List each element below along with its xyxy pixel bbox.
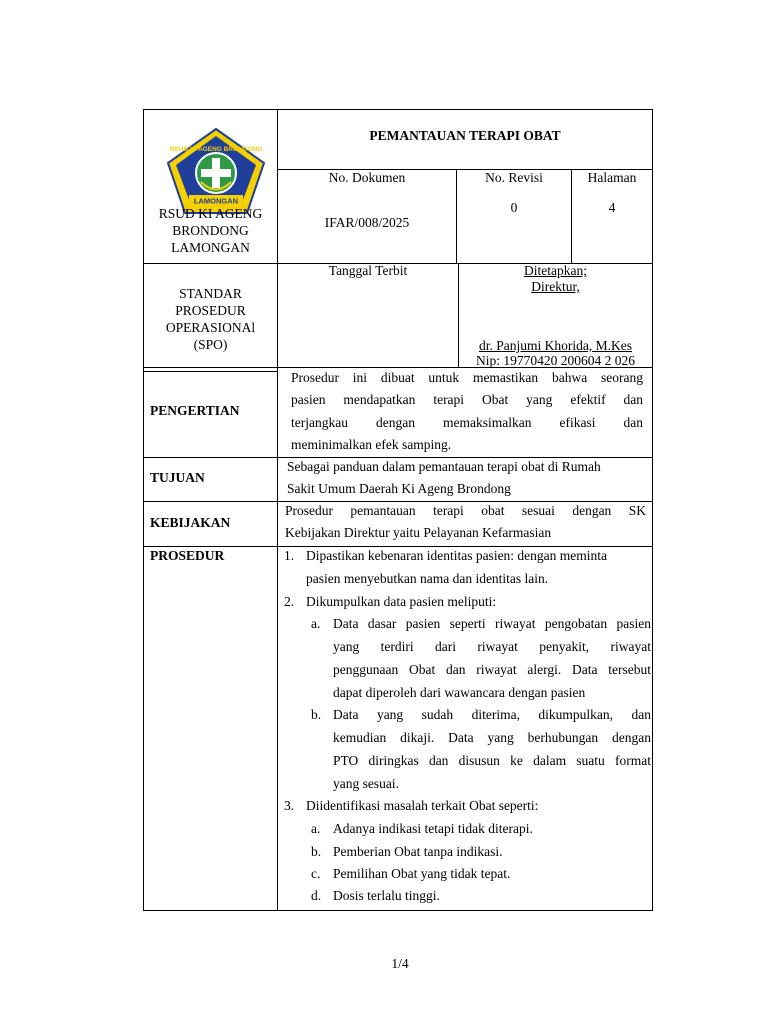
prosedur-2b-line-2: kemudian dikaji. Data yang berhubungan dengan <box>333 730 651 745</box>
prosedur-sub-3a: a. <box>311 821 321 836</box>
pengertian-label: PENGERTIAN <box>150 403 240 418</box>
ditetapkan-label: Ditetapkan; <box>524 263 587 278</box>
logo-bottom-text: LAMONGAN <box>193 196 239 206</box>
prosedur-3-line-1: Diidentifikasi masalah terkait Obat seperti: <box>306 798 539 813</box>
prosedur-3d-line-1: Dosis terlalu tinggi. <box>333 888 440 903</box>
tujuan-line-2: Sakit Umum Daerah Ki Ageng Brondong <box>287 481 511 496</box>
row-divider-2b <box>143 371 278 372</box>
spo-label <box>144 285 277 353</box>
no-revisi-value: 0 <box>510 200 518 215</box>
hospital-name-line-2: BRONDONG <box>172 223 249 238</box>
tujuan-line-1: Sebagai panduan dalam pemantauan terapi obat di Rumah <box>287 459 601 474</box>
hospital-logo <box>165 127 267 217</box>
pengertian-line-4: meminimalkan efek samping. <box>291 437 452 452</box>
prosedur-sub-2a: a. <box>311 616 321 631</box>
table-border-bottom <box>143 910 653 911</box>
prosedur-label: PROSEDUR <box>150 548 225 563</box>
tujuan-label: TUJUAN <box>150 470 205 485</box>
prosedur-3a-line-1: Adanya indikasi tetapi tidak diterapi. <box>333 821 533 836</box>
document-title: PEMANTAUAN TERAPI OBAT <box>369 128 561 143</box>
spo-line-3: OPERASIONAl <box>165 320 256 335</box>
prosedur-2b-line-3: PTO diringkas dan disusun ke dalam suatu format <box>333 753 651 768</box>
no-revisi-label: No. Revisi <box>485 170 543 185</box>
spo-line-4: (SPO) <box>193 337 228 352</box>
table-border-top <box>143 109 653 110</box>
hospital-name-line-3: LAMONGAN <box>171 240 250 255</box>
prosedur-num-2: 2. <box>284 594 295 609</box>
prosedur-2a-line-3: penggunaan Obat dan riwayat alergi. Data tersebut <box>333 662 651 677</box>
logo-top-text: RSUD KI AGENG BRONDONG <box>169 146 263 153</box>
hospital-name <box>144 205 277 256</box>
no-dokumen-label: No. Dokumen <box>328 170 406 185</box>
direktur-label: Direktur, <box>531 279 580 294</box>
prosedur-1-line-1: Dipastikan kebenaran identitas pasien: dengan meminta <box>306 548 608 563</box>
halaman-label: Halaman <box>587 170 637 185</box>
prosedur-sub-3b: b. <box>311 844 322 859</box>
prosedur-2b-line-1: Data yang sudah diterima, dikumpulkan, dan <box>333 707 651 722</box>
hospital-name-line-1: RSUD KI AGENG <box>158 206 263 221</box>
halaman-value: 4 <box>608 200 616 215</box>
pengertian-line-3: terjangkau dengan memaksimalkan efikasi dan <box>291 415 643 430</box>
page-indicator: 1/4 <box>391 956 409 971</box>
kebijakan-line-1: Prosedur pemantauan terapi obat sesuai dengan SK <box>285 503 646 518</box>
no-dokumen-value: IFAR/008/2025 <box>324 215 410 230</box>
row-divider-3 <box>143 457 653 458</box>
kebijakan-label: KEBIJAKAN <box>150 515 231 530</box>
prosedur-2b-line-4: yang sesuai. <box>333 776 399 791</box>
pengertian-line-2: pasien mendapatkan terapi Obat yang efektif dan <box>291 392 643 407</box>
tanggal-terbit-label: Tanggal Terbit <box>328 263 408 278</box>
spo-line-2: PROSEDUR <box>175 303 246 318</box>
prosedur-num-3: 3. <box>284 798 295 813</box>
prosedur-2a-line-1: Data dasar pasien seperti riwayat pengobatan pasien <box>333 616 651 631</box>
hospital-logo-icon <box>165 127 267 217</box>
prosedur-2a-line-4: dapat diperoleh dari wawancara dengan pasien <box>333 685 586 700</box>
row-divider-4 <box>143 501 653 502</box>
director-nip: Nip: 19770420 200604 2 026 <box>475 353 635 368</box>
prosedur-1-line-2: pasien menyebutkan nama dan identitas lain. <box>306 571 549 586</box>
prosedur-sub-2b: b. <box>311 707 322 722</box>
kebijakan-line-2: Kebijakan Direktur yaitu Pelayanan Kefarmasian <box>285 525 552 540</box>
prosedur-3b-line-1: Pemberian Obat tanpa indikasi. <box>333 844 503 859</box>
director-name: dr. Panjumi Khorida, M.Kes <box>479 338 632 353</box>
prosedur-sub-3c: c. <box>311 866 321 881</box>
prosedur-3c-line-1: Pemilihan Obat yang tidak tepat. <box>333 866 511 881</box>
row-divider-5 <box>143 546 653 547</box>
prosedur-2a-line-2: yang terdiri dari riwayat penyakit, riwayat <box>333 639 651 654</box>
prosedur-num-1: 1. <box>284 548 295 563</box>
spo-line-1: STANDAR <box>179 286 242 301</box>
prosedur-2-line-1: Dikumpulkan data pasien meliputi: <box>306 594 497 609</box>
prosedur-sub-3d: d. <box>311 888 322 903</box>
pengertian-line-1: Prosedur ini dibuat untuk memastikan bahwa seorang <box>291 370 643 385</box>
table-border-right <box>652 109 653 911</box>
